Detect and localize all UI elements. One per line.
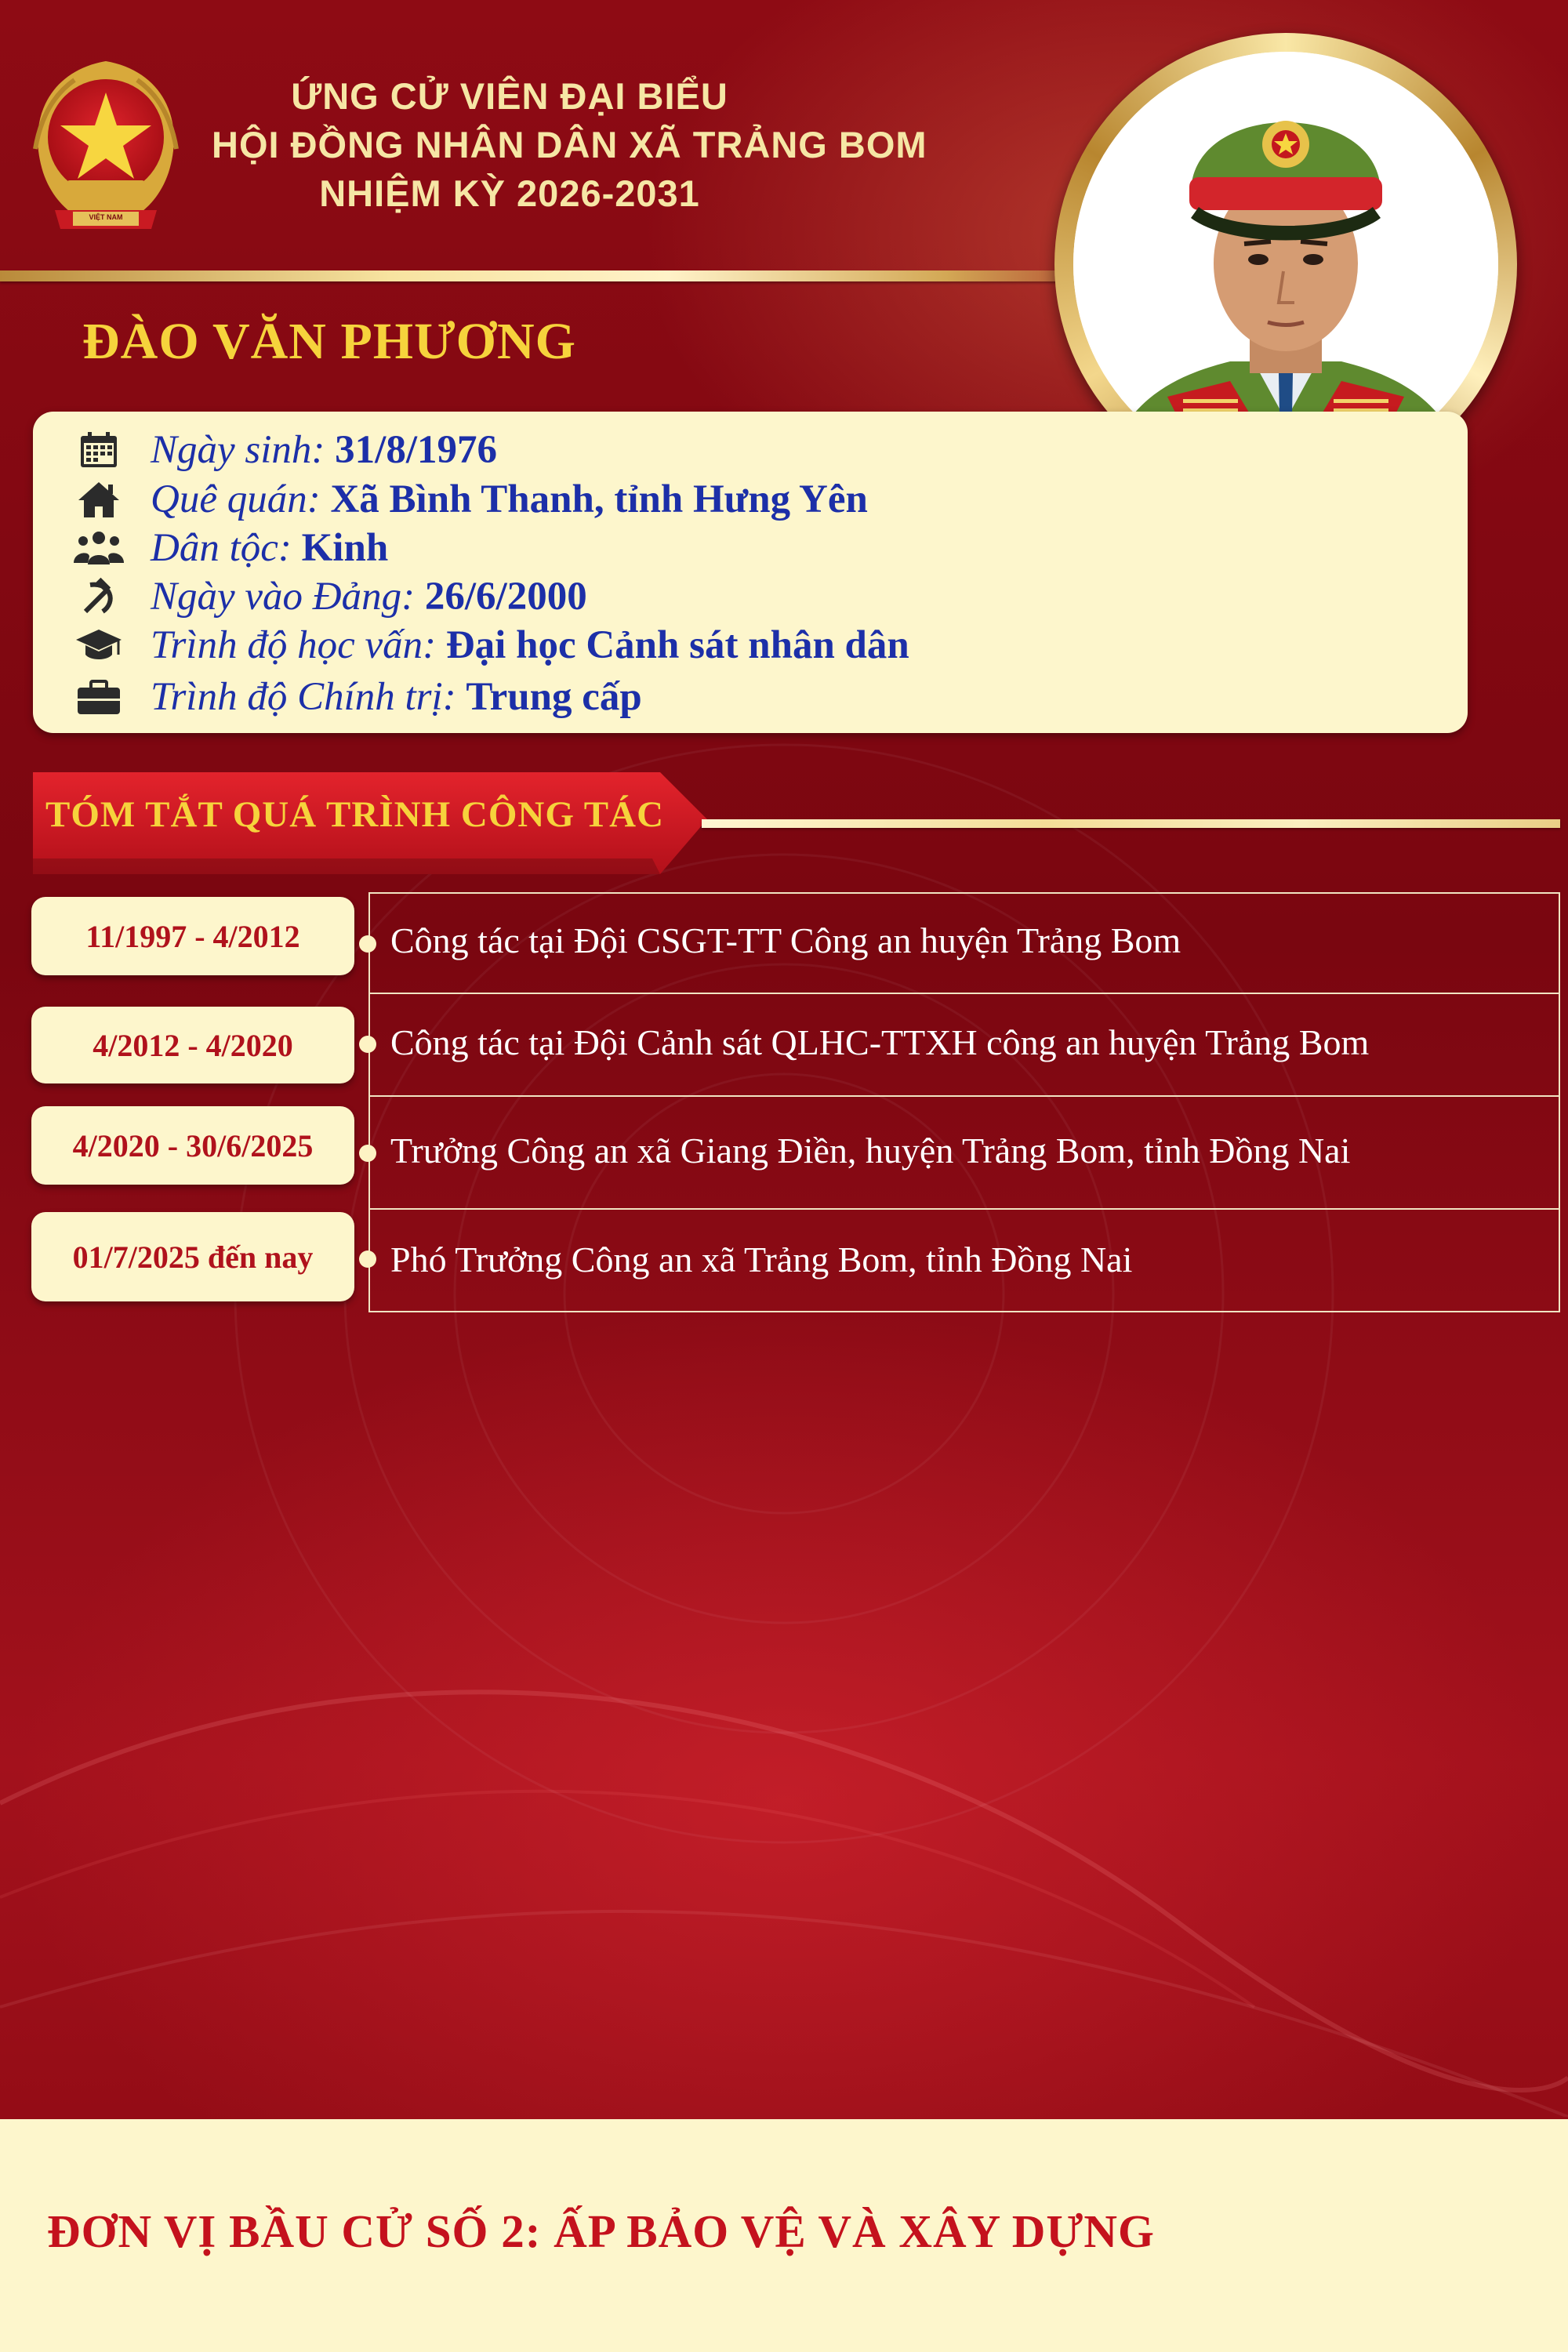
info-value: Xã Bình Thanh, tỉnh Hưng Yên: [330, 477, 868, 521]
timeline-period: 01/7/2025 đến nay: [31, 1212, 354, 1301]
timeline-description: Trưởng Công an xã Giang Điền, huyện Trảng Bom, tỉnh Đồng Nai: [390, 1131, 1351, 1171]
header-line-3: NHIỆM KỲ 2026-2031: [319, 172, 700, 214]
timeline-description: Công tác tại Đội Cảnh sát QLHC-TTXH công an huyện Trảng Bom: [390, 1022, 1370, 1062]
timeline-period: 4/2012 - 4/2020: [31, 1007, 354, 1083]
info-value: Trung cấp: [466, 675, 642, 719]
timeline-dot: [359, 1145, 376, 1162]
header-line-2: HỘI ĐỒNG NHÂN DÂN XÃ TRẢNG BOM: [212, 124, 927, 165]
info-label: Ngày vào Đảng:: [151, 575, 425, 619]
section-title: TÓM TẮT QUÁ TRÌNH CÔNG TÁC: [45, 794, 665, 835]
info-value: Kinh: [301, 526, 389, 570]
calendar-icon: [74, 428, 124, 472]
electoral-unit: ĐƠN VỊ BẦU CỬ SỐ 2: ẤP BẢO VỆ VÀ XÂY DỰNG: [47, 2205, 1155, 2257]
home-icon: [74, 477, 124, 521]
info-label: Quê quán:: [151, 477, 331, 521]
info-value: 31/8/1976: [335, 428, 497, 472]
graduation-cap-icon: [74, 623, 124, 667]
timeline-dot: [359, 935, 376, 953]
header-title: [212, 72, 927, 218]
info-label: Ngày sinh:: [151, 428, 336, 472]
header-divider: [0, 270, 1113, 281]
people-icon: [74, 526, 124, 570]
info-value: 26/6/2000: [424, 575, 587, 619]
info-value: Đại học Cảnh sát nhân dân: [445, 623, 909, 667]
timeline-period: 11/1997 - 4/2012: [31, 897, 354, 975]
emblem-ribbon-text: VIỆT NAM: [89, 213, 123, 221]
timeline-description: Công tác tại Đội CSGT-TT Công an huyện Trảng Bom: [390, 920, 1181, 960]
info-label: Dân tộc:: [151, 526, 302, 570]
info-label: Trình độ học vấn:: [151, 623, 446, 667]
candidate-name: ĐÀO VĂN PHƯƠNG: [82, 313, 576, 370]
header-line-1: ỨNG CỬ VIÊN ĐẠI BIỂU: [291, 75, 728, 117]
hammer-sickle-icon: [74, 575, 124, 619]
timeline-period: 4/2020 - 30/6/2025: [31, 1106, 354, 1185]
info-label: Trình độ Chính trị:: [151, 675, 466, 719]
section-divider: [702, 819, 1560, 828]
info-card: [33, 412, 1468, 733]
briefcase-icon: [74, 675, 124, 719]
timeline-description: Phó Trưởng Công an xã Trảng Bom, tỉnh Đồng Nai: [390, 1240, 1133, 1279]
timeline-dot: [359, 1036, 376, 1053]
timeline-dot: [359, 1250, 376, 1268]
